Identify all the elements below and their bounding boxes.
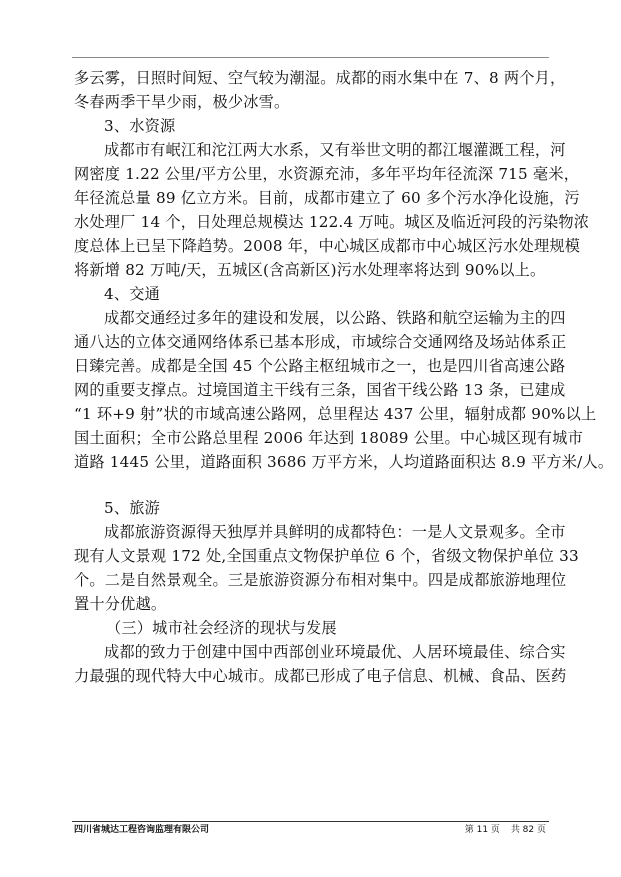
footer-company: 四川省城达工程咨询监理有限公司 <box>74 825 210 835</box>
footer-page-current: 第 11 页 <box>464 825 500 835</box>
footer-page-total: 共 82 页 <box>510 825 546 835</box>
body-line: 现有人文景观 172 处,全国重点文物保护单位 6 个，省级文物保护单位 33 <box>74 547 579 565</box>
footer-page-numbers <box>465 823 546 837</box>
section-heading-transport: 4、交通 <box>104 285 161 303</box>
body-line: 国土面积；全市公路总里程 2006 年达到 18089 公里。中心城区现有城市 <box>74 429 583 447</box>
body-line: 网密度 1.22 公里/平方公里，水资源充沛，多年平均年径流深 715 毫米， <box>74 165 580 183</box>
section-heading-tourism: 5、旅游 <box>104 499 161 517</box>
body-line: 力最强的现代特大中心城市。成都已形成了电子信息、机械、食品、医药 <box>74 667 567 685</box>
body-line: 水处理厂 14 个，日处理总规模达 122.4 万吨。城区及临近河段的污染物浓 <box>74 213 590 231</box>
body-line: 道路 1445 公里，道路面积 3686 万平方米，人均道路面积达 8.9 平方米/人。 <box>74 453 614 471</box>
body-line: 成都市有岷江和沱江两大水系，又有举世文明的都江堰灌溉工程，河 <box>104 141 566 159</box>
header-rule <box>72 57 549 58</box>
body-line: 置十分优越。 <box>74 595 167 613</box>
body-line: 个。二是自然景观全。三是旅游资源分布相对集中。四是成都旅游地理位 <box>74 571 567 589</box>
body-line: 年径流总量 89 亿立方米。目前，成都市建立了 60 多个污水净化设施，污 <box>74 189 580 207</box>
document-body <box>74 66 614 688</box>
section-heading-socioeconomic: （三）城市社会经济的现状与发展 <box>106 619 337 637</box>
body-line: 多云雾，日照时间短、空气较为潮湿。成都的雨水集中在 7、8 两个月， <box>74 69 566 87</box>
body-line: “1 环+9 射”状的市域高速公路网，总里程达 437 公里，辐射成都 90%以上 <box>74 405 597 423</box>
body-line: 将新增 82 万吨/天，五城区(含高新区)污水处理率将达到 90%以上。 <box>74 261 546 279</box>
footer-rule <box>72 821 549 822</box>
body-line: 成都的致力于创建中国中西部创业环境最优、人居环境最佳、综合实 <box>104 643 566 661</box>
body-line: 冬春两季干旱少雨，极少冰雪。 <box>74 93 290 111</box>
body-line: 通八达的立体交通网络体系已基本形成，市域综合交通网络及场站体系正 <box>74 333 567 351</box>
body-line: 日臻完善。成都是全国 45 个公路主枢纽城市之一，也是四川省高速公路 <box>74 357 566 375</box>
body-line: 成都交通经过多年的建设和发展，以公路、铁路和航空运输为主的四 <box>104 309 566 327</box>
body-line: 度总体上已呈下降趋势。2008 年，中心城区成都市中心城区污水处理规模 <box>74 237 581 255</box>
body-line: 成都旅游资源得天独厚并具鲜明的成都特色：一是人文景观多。全市 <box>104 523 566 541</box>
body-line: 网的重要支撑点。过境国道主干线有三条，国省干线公路 13 条，已建成 <box>74 381 566 399</box>
section-heading-water: 3、水资源 <box>104 117 176 135</box>
page-footer <box>74 823 550 837</box>
